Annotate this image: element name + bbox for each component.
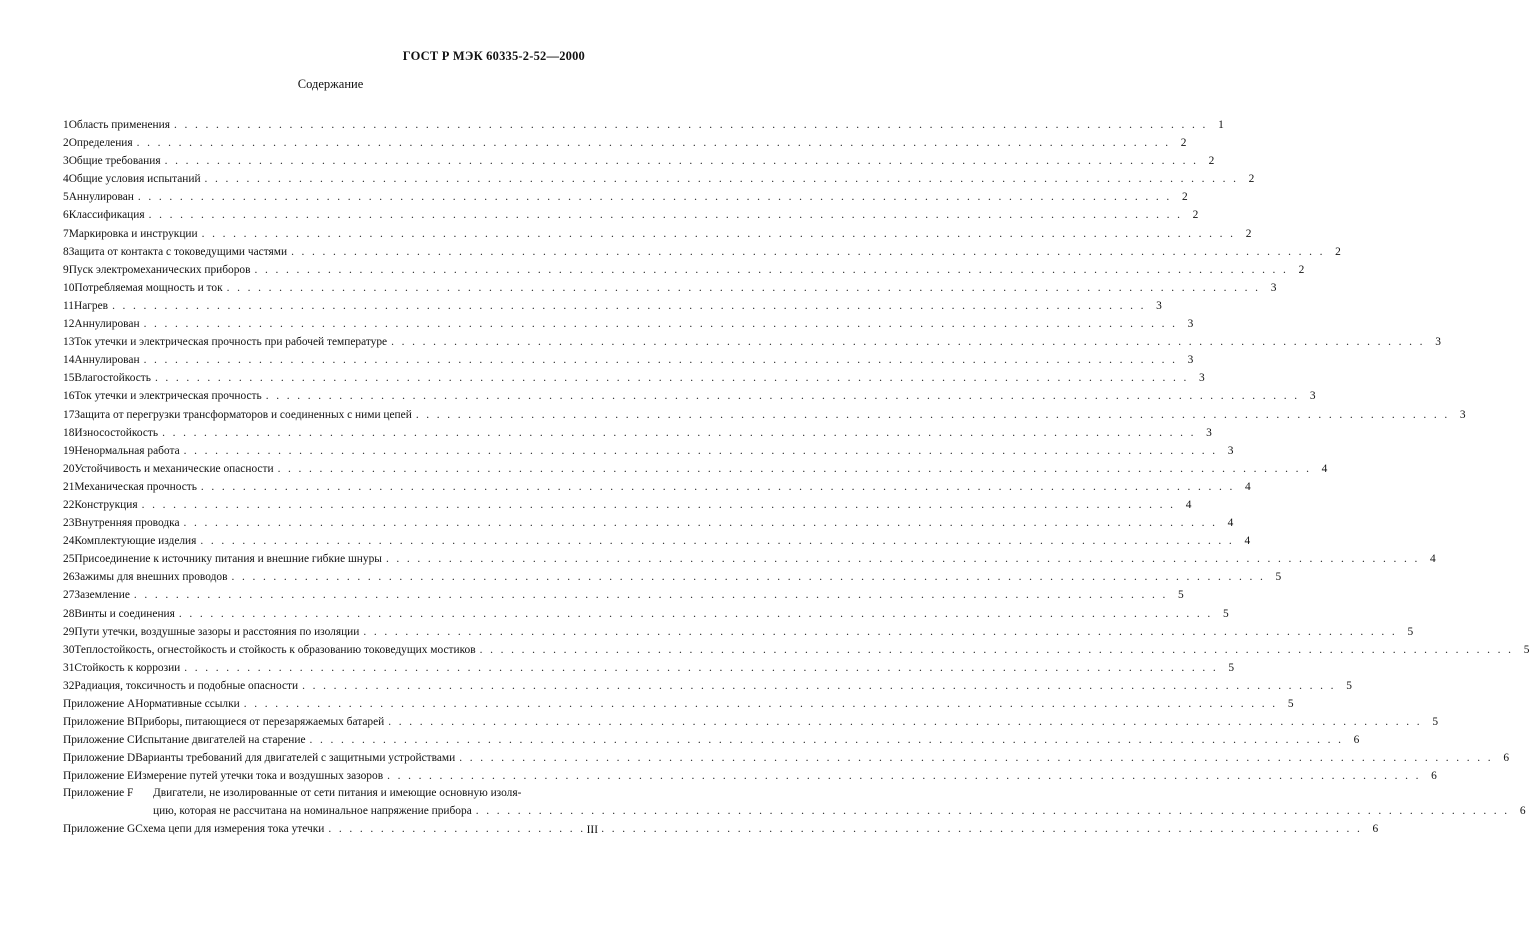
- toc-entry-title: Комплектующие изделия: [74, 535, 197, 548]
- toc-leader-dots: [184, 514, 1218, 532]
- toc-entry-number: 3: [63, 155, 69, 168]
- toc-entry-page: 4: [1245, 480, 1251, 493]
- toc-entry-number: 30: [63, 643, 75, 656]
- toc-entry-page: 5: [1222, 607, 1229, 620]
- toc-entry-title: Механическая прочность: [74, 480, 197, 493]
- toc-entry-title: Аннулирован: [74, 354, 140, 367]
- toc-leader-dots: [202, 225, 1236, 243]
- toc-entry-page: 3: [1199, 372, 1205, 385]
- toc-leader-dots: [144, 315, 1178, 333]
- toc-entry-page: 6: [1353, 734, 1360, 747]
- toc-leader-dots: [387, 767, 1421, 785]
- toc-entry-title-continued: цию, которая не рассчитана на номинальное напряжение прибора: [153, 805, 472, 818]
- toc-entry-page: 1: [1218, 119, 1224, 131]
- toc-entry-number: 10: [63, 281, 75, 294]
- toc-entry[interactable]: [63, 442, 1234, 460]
- toc-entry-title: Потребляемая мощность и ток: [74, 281, 223, 294]
- toc-appendix-entry[interactable]: [63, 767, 1437, 785]
- table-of-contents: [63, 116, 1529, 839]
- toc-entry-page: 5: [1346, 679, 1352, 692]
- toc-entry-title: Устойчивость и механические опасности: [74, 462, 274, 475]
- toc-entry-page: 2: [1245, 227, 1252, 240]
- toc-leader-dots: [244, 695, 1278, 713]
- toc-leader-dots: [134, 586, 1168, 604]
- toc-entry[interactable]: [63, 134, 1187, 152]
- toc-entry-number: 18: [63, 426, 75, 439]
- toc-entry-page: 2: [1248, 173, 1255, 186]
- toc-appendix-entry[interactable]: [63, 785, 1526, 820]
- toc-leader-dots: [155, 369, 1189, 387]
- toc-entry-number: 22: [63, 498, 75, 511]
- toc-leader-dots: [162, 424, 1196, 442]
- toc-entry-page: 5: [1228, 661, 1235, 674]
- toc-leader-dots: [165, 152, 1199, 170]
- toc-entry-number: 21: [63, 480, 75, 493]
- document-code-header: ГОСТ Р МЭК 60335-2-52—2000: [402, 49, 585, 63]
- toc-entry-title: Двигатели, не изолированные от сети питания и имеющие основную изоля-: [153, 787, 522, 800]
- toc-entry-number: 16: [63, 390, 75, 403]
- toc-entry-number: 2: [63, 137, 69, 150]
- toc-leader-dots: [476, 802, 1510, 820]
- toc-entry[interactable]: [63, 261, 1305, 279]
- toc-entry-number: 5: [63, 191, 69, 204]
- toc-entry-page: 2: [1335, 245, 1341, 258]
- toc-entry-title: Аннулирован: [74, 318, 140, 331]
- toc-entry-page: 3: [1435, 336, 1441, 349]
- toc-appendix-entry[interactable]: [63, 749, 1510, 767]
- toc-leader-dots: [363, 623, 1397, 641]
- toc-leader-dots: [386, 550, 1420, 568]
- toc-entry[interactable]: [63, 297, 1162, 315]
- toc-entry-title: Маркировка и инструкции: [68, 227, 198, 240]
- toc-leader-dots: [416, 406, 1450, 424]
- toc-leader-dots: [138, 188, 1172, 206]
- toc-appendix-label: Приложение E: [63, 770, 134, 783]
- toc-entry-title: Нормативные ссылки: [135, 698, 240, 710]
- toc-entry[interactable]: [63, 116, 1224, 134]
- toc-entry-page: 3: [1459, 408, 1466, 421]
- toc-entry[interactable]: [63, 550, 1436, 568]
- toc-appendix-entry[interactable]: [63, 713, 1439, 731]
- toc-entry-page: 5: [1287, 698, 1294, 710]
- toc-entry[interactable]: [63, 243, 1341, 261]
- toc-entry-title: Общие требования: [68, 155, 161, 168]
- toc-entry-page: 5: [1275, 571, 1282, 584]
- toc-entry[interactable]: [63, 659, 1235, 677]
- toc-entry[interactable]: [63, 586, 1184, 604]
- toc-leader-dots: [174, 116, 1208, 134]
- toc-entry[interactable]: [63, 605, 1229, 623]
- toc-entry-title: Внутренняя проводка: [74, 517, 180, 530]
- toc-entry-page: 3: [1206, 426, 1212, 439]
- toc-entry-number: 14: [63, 354, 75, 367]
- toc-entry-title: Зажимы для внешних проводов: [74, 571, 228, 584]
- toc-entry-number: 25: [63, 553, 75, 566]
- toc-leader-dots: [291, 243, 1325, 261]
- toc-appendix-label: Приложение F: [63, 787, 134, 800]
- toc-entry-title: Винты и соединения: [74, 607, 175, 620]
- toc-entry-title: Пуск электромеханических приборов: [68, 263, 251, 276]
- toc-leader-dots: [459, 749, 1493, 767]
- toc-leader-dots: [328, 820, 1362, 838]
- toc-entry-page: 2: [1180, 137, 1187, 150]
- page-folio: III: [586, 824, 598, 836]
- toc-entry-page: 5: [1523, 643, 1529, 656]
- toc-entry[interactable]: [63, 206, 1199, 224]
- toc-entry-page: 4: [1227, 517, 1234, 530]
- toc-entry-page: 4: [1244, 535, 1251, 548]
- toc-leader-dots: [391, 333, 1425, 351]
- toc-entry-number: 11: [63, 299, 74, 312]
- toc-leader-dots: [184, 442, 1218, 460]
- page-title: Содержание: [297, 77, 364, 91]
- toc-entry-title: Теплостойкость, огнестойкость и стойкость к образованию токоведущих мостиков: [74, 643, 476, 656]
- toc-entry[interactable]: [63, 279, 1277, 297]
- toc-entry-number: 24: [63, 535, 75, 548]
- toc-entry-title: Присоединение к источнику питания и внешние гибкие шнуры: [74, 553, 382, 566]
- toc-entry-number: 23: [63, 517, 75, 530]
- toc-entry-page: 6: [1372, 823, 1379, 836]
- toc-appendix-label: Приложение C: [63, 734, 135, 747]
- toc-entry-page: 5: [1178, 589, 1184, 602]
- toc-leader-dots: [310, 731, 1344, 749]
- toc-entry-number: 27: [63, 589, 75, 602]
- toc-entry-page: 6: [1519, 805, 1526, 818]
- toc-leader-dots: [388, 713, 1422, 731]
- toc-entry-title: Схема цепи для измерения тока утечки: [135, 823, 325, 836]
- toc-entry[interactable]: [63, 351, 1194, 369]
- toc-entry-page: 3: [1227, 444, 1234, 457]
- toc-leader-dots: [112, 297, 1146, 315]
- toc-entry-number: 8: [63, 245, 69, 258]
- toc-entry-page: 4: [1185, 498, 1192, 511]
- toc-entry-line-continuation: [63, 802, 1526, 820]
- toc-entry[interactable]: [63, 623, 1414, 641]
- toc-entry-number: 26: [63, 571, 75, 584]
- toc-entry-number: 13: [63, 336, 75, 349]
- toc-leader-dots: [278, 460, 1312, 478]
- toc-entry-page: 3: [1309, 390, 1316, 403]
- toc-entry[interactable]: [63, 188, 1188, 206]
- toc-entry[interactable]: [63, 387, 1316, 405]
- toc-leader-dots: [184, 659, 1218, 677]
- toc-entry-number: 6: [63, 209, 69, 222]
- toc-leader-dots: [179, 605, 1213, 623]
- toc-leader-dots: [149, 206, 1183, 224]
- toc-entry-title: Защита от контакта с токоведущими частями: [68, 245, 288, 258]
- toc-leader-dots: [137, 134, 1171, 152]
- toc-entry-title: Приборы, питающиеся от перезаряжаемых батарей: [134, 716, 385, 729]
- toc-entry-number: 29: [63, 625, 75, 638]
- toc-leader-dots: [205, 170, 1239, 188]
- toc-entry-number: 28: [63, 607, 75, 620]
- toc-entry-number: 9: [63, 263, 69, 276]
- toc-entry-number: 20: [63, 462, 75, 475]
- toc-entry-page: 5: [1407, 625, 1414, 638]
- toc-entry-title: Испытание двигателей на старение: [134, 734, 306, 747]
- toc-entry[interactable]: [63, 460, 1328, 478]
- toc-entry[interactable]: [63, 333, 1441, 351]
- toc-entry-page: 6: [1503, 752, 1510, 765]
- toc-entry-number: 19: [63, 444, 75, 457]
- toc-leader-dots: [142, 496, 1176, 514]
- toc-entry-page: 4: [1430, 553, 1436, 566]
- toc-leader-dots: [231, 568, 1265, 586]
- toc-leader-dots: [200, 532, 1234, 550]
- toc-entry[interactable]: [63, 225, 1252, 243]
- toc-appendix-label: Приложение B: [63, 716, 135, 729]
- toc-entry-title: Радиация, токсичность и подобные опасности: [74, 679, 299, 692]
- toc-entry[interactable]: [63, 369, 1205, 387]
- toc-entry-number: 31: [63, 661, 75, 674]
- toc-entry-title: Общие условия испытаний: [68, 173, 201, 186]
- toc-leader-dots: [201, 478, 1235, 496]
- toc-entry[interactable]: [63, 478, 1251, 496]
- toc-entry-page: 2: [1192, 209, 1199, 222]
- toc-entry-number: 4: [63, 173, 69, 186]
- toc-leader-dots: [144, 351, 1178, 369]
- toc-entry-line: [63, 785, 600, 802]
- toc-leader-dots: [302, 677, 1336, 695]
- toc-entry-page: 5: [1432, 716, 1439, 729]
- toc-entry-title: Стойкость к коррозии: [74, 661, 181, 674]
- toc-entry-title: Износостойкость: [74, 426, 159, 439]
- toc-entry-page: 6: [1431, 770, 1437, 783]
- toc-entry-title: Область применения: [68, 119, 170, 131]
- toc-entry-title: Нагрев: [73, 299, 109, 312]
- toc-entry-title: Ненормальная работа: [74, 444, 180, 457]
- toc-entry-page: 2: [1298, 263, 1305, 276]
- toc-leader-dots: [266, 387, 1300, 405]
- toc-appendix-label: Приложение D: [63, 752, 136, 765]
- toc-entry[interactable]: [63, 532, 1251, 550]
- toc-entry-page: 4: [1321, 462, 1328, 475]
- toc-entry[interactable]: [63, 568, 1282, 586]
- toc-entry-page: 2: [1181, 191, 1188, 204]
- toc-entry-title: Конструкция: [74, 498, 138, 511]
- toc-appendix-entry[interactable]: [63, 820, 1379, 838]
- toc-entry[interactable]: [63, 641, 1529, 659]
- toc-entry-page: 3: [1270, 281, 1277, 294]
- toc-entry-title: Заземление: [74, 589, 130, 602]
- toc-entry[interactable]: [63, 514, 1234, 532]
- toc-entry-number: 7: [63, 227, 69, 240]
- toc-leader-dots: [480, 641, 1514, 659]
- toc-entry-page: 3: [1187, 354, 1194, 367]
- toc-entry-title: Определения: [68, 137, 133, 150]
- toc-entry[interactable]: [63, 406, 1466, 424]
- toc-entry-title: Ток утечки и электрическая прочность: [74, 390, 262, 403]
- toc-appendix-entry[interactable]: [63, 695, 1294, 713]
- toc-entry-title: Влагостойкость: [74, 372, 151, 385]
- toc-entry[interactable]: [63, 315, 1194, 333]
- toc-entry-number: 1: [63, 119, 69, 131]
- toc-appendix-label: Приложение A: [63, 698, 136, 710]
- toc-entry-number: 32: [63, 679, 75, 692]
- toc-leader-dots: [255, 261, 1289, 279]
- toc-entry-title: Ток утечки и электрическая прочность при рабочей температуре: [74, 336, 388, 349]
- toc-entry[interactable]: [63, 496, 1192, 514]
- toc-entry-page: 3: [1187, 318, 1194, 331]
- toc-entry-number: 17: [63, 408, 75, 421]
- toc-entry-title: Пути утечки, воздушные зазоры и расстояния по изоляции: [74, 625, 360, 638]
- toc-entry-page: 2: [1208, 155, 1215, 168]
- toc-entry-title: Варианты требований для двигателей с защитными устройствами: [135, 752, 456, 765]
- toc-entry-title: Аннулирован: [68, 191, 134, 204]
- toc-appendix-label: Приложение G: [63, 823, 136, 836]
- toc-entry[interactable]: [63, 170, 1255, 188]
- toc-entry[interactable]: [63, 677, 1352, 695]
- toc-entry[interactable]: [63, 424, 1212, 442]
- toc-entry-number: 12: [63, 318, 75, 331]
- toc-entry-title: Измерение путей утечки тока и воздушных зазоров: [133, 770, 384, 783]
- toc-entry[interactable]: [63, 152, 1215, 170]
- toc-entry-page: 3: [1156, 299, 1162, 312]
- toc-entry-number: 15: [63, 372, 75, 385]
- toc-entry-title: Защита от перегрузки трансформаторов и соединенных с ними цепей: [74, 408, 412, 421]
- toc-leader-dots: [227, 279, 1261, 297]
- toc-entry-title: Классификация: [68, 209, 145, 222]
- toc-appendix-entry[interactable]: [63, 731, 1360, 749]
